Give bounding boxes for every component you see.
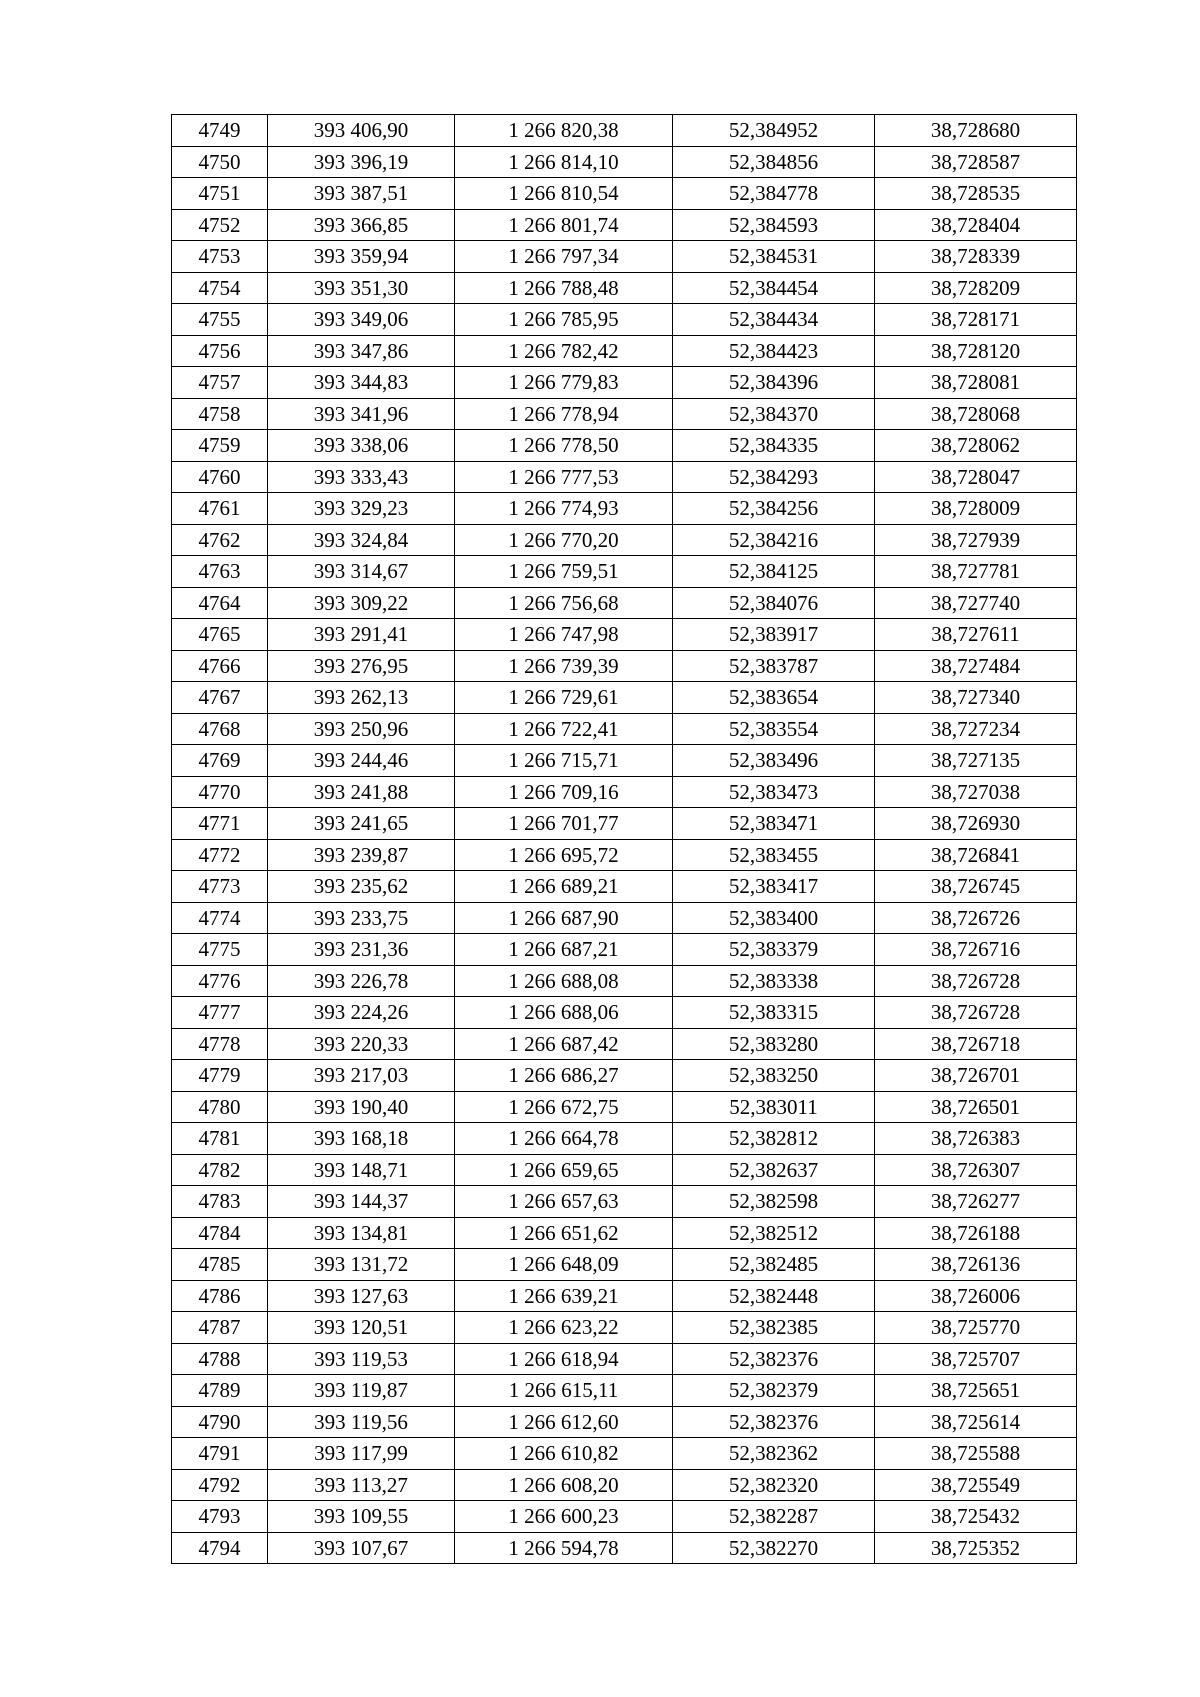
table-row bbox=[172, 398, 1077, 430]
table-row bbox=[172, 272, 1077, 304]
y-coordinate-cell: 1 266 651,62 bbox=[455, 1217, 673, 1249]
x-coordinate-cell: 393 309,22 bbox=[268, 587, 455, 619]
x-coordinate-cell: 393 344,83 bbox=[268, 367, 455, 399]
point-number-cell: 4769 bbox=[172, 745, 268, 777]
latitude-cell: 52,382376 bbox=[673, 1406, 875, 1438]
y-coordinate-cell: 1 266 770,20 bbox=[455, 524, 673, 556]
latitude-cell: 52,382376 bbox=[673, 1343, 875, 1375]
latitude-cell: 52,384856 bbox=[673, 146, 875, 178]
latitude-cell: 52,384423 bbox=[673, 335, 875, 367]
latitude-cell: 52,382812 bbox=[673, 1123, 875, 1155]
longitude-cell: 38,725614 bbox=[875, 1406, 1077, 1438]
y-coordinate-cell: 1 266 801,74 bbox=[455, 209, 673, 241]
table-row bbox=[172, 304, 1077, 336]
y-coordinate-cell: 1 266 778,50 bbox=[455, 430, 673, 462]
longitude-cell: 38,726728 bbox=[875, 997, 1077, 1029]
point-number-cell: 4758 bbox=[172, 398, 268, 430]
x-coordinate-cell: 393 131,72 bbox=[268, 1249, 455, 1281]
table-row bbox=[172, 1154, 1077, 1186]
x-coordinate-cell: 393 120,51 bbox=[268, 1312, 455, 1344]
point-number-cell: 4768 bbox=[172, 713, 268, 745]
latitude-cell: 52,383400 bbox=[673, 902, 875, 934]
x-coordinate-cell: 393 387,51 bbox=[268, 178, 455, 210]
point-number-cell: 4759 bbox=[172, 430, 268, 462]
table-row bbox=[172, 1123, 1077, 1155]
y-coordinate-cell: 1 266 657,63 bbox=[455, 1186, 673, 1218]
point-number-cell: 4793 bbox=[172, 1501, 268, 1533]
y-coordinate-cell: 1 266 747,98 bbox=[455, 619, 673, 651]
table-row bbox=[172, 1343, 1077, 1375]
y-coordinate-cell: 1 266 687,21 bbox=[455, 934, 673, 966]
table-row bbox=[172, 997, 1077, 1029]
longitude-cell: 38,728535 bbox=[875, 178, 1077, 210]
x-coordinate-cell: 393 220,33 bbox=[268, 1028, 455, 1060]
longitude-cell: 38,726701 bbox=[875, 1060, 1077, 1092]
y-coordinate-cell: 1 266 814,10 bbox=[455, 146, 673, 178]
y-coordinate-cell: 1 266 600,23 bbox=[455, 1501, 673, 1533]
latitude-cell: 52,382512 bbox=[673, 1217, 875, 1249]
longitude-cell: 38,726501 bbox=[875, 1091, 1077, 1123]
x-coordinate-cell: 393 338,06 bbox=[268, 430, 455, 462]
longitude-cell: 38,725707 bbox=[875, 1343, 1077, 1375]
longitude-cell: 38,727234 bbox=[875, 713, 1077, 745]
latitude-cell: 52,384593 bbox=[673, 209, 875, 241]
x-coordinate-cell: 393 406,90 bbox=[268, 115, 455, 147]
point-number-cell: 4776 bbox=[172, 965, 268, 997]
point-number-cell: 4764 bbox=[172, 587, 268, 619]
y-coordinate-cell: 1 266 797,34 bbox=[455, 241, 673, 273]
table-row bbox=[172, 493, 1077, 525]
latitude-cell: 52,383417 bbox=[673, 871, 875, 903]
x-coordinate-cell: 393 117,99 bbox=[268, 1438, 455, 1470]
table-row bbox=[172, 839, 1077, 871]
table-row bbox=[172, 650, 1077, 682]
table-row bbox=[172, 1312, 1077, 1344]
y-coordinate-cell: 1 266 785,95 bbox=[455, 304, 673, 336]
x-coordinate-cell: 393 341,96 bbox=[268, 398, 455, 430]
point-number-cell: 4777 bbox=[172, 997, 268, 1029]
table-row bbox=[172, 808, 1077, 840]
table-row bbox=[172, 619, 1077, 651]
x-coordinate-cell: 393 276,95 bbox=[268, 650, 455, 682]
point-number-cell: 4754 bbox=[172, 272, 268, 304]
latitude-cell: 52,382362 bbox=[673, 1438, 875, 1470]
latitude-cell: 52,383315 bbox=[673, 997, 875, 1029]
longitude-cell: 38,728680 bbox=[875, 115, 1077, 147]
y-coordinate-cell: 1 266 610,82 bbox=[455, 1438, 673, 1470]
longitude-cell: 38,725432 bbox=[875, 1501, 1077, 1533]
point-number-cell: 4766 bbox=[172, 650, 268, 682]
y-coordinate-cell: 1 266 688,06 bbox=[455, 997, 673, 1029]
y-coordinate-cell: 1 266 779,83 bbox=[455, 367, 673, 399]
y-coordinate-cell: 1 266 608,20 bbox=[455, 1469, 673, 1501]
table-row bbox=[172, 1217, 1077, 1249]
latitude-cell: 52,382485 bbox=[673, 1249, 875, 1281]
x-coordinate-cell: 393 217,03 bbox=[268, 1060, 455, 1092]
latitude-cell: 52,382385 bbox=[673, 1312, 875, 1344]
y-coordinate-cell: 1 266 774,93 bbox=[455, 493, 673, 525]
point-number-cell: 4761 bbox=[172, 493, 268, 525]
x-coordinate-cell: 393 107,67 bbox=[268, 1532, 455, 1564]
point-number-cell: 4774 bbox=[172, 902, 268, 934]
point-number-cell: 4790 bbox=[172, 1406, 268, 1438]
table-row bbox=[172, 1375, 1077, 1407]
table-row bbox=[172, 367, 1077, 399]
table-row bbox=[172, 1501, 1077, 1533]
table-row bbox=[172, 965, 1077, 997]
latitude-cell: 52,383250 bbox=[673, 1060, 875, 1092]
table-row bbox=[172, 1438, 1077, 1470]
longitude-cell: 38,727781 bbox=[875, 556, 1077, 588]
longitude-cell: 38,727038 bbox=[875, 776, 1077, 808]
table-row bbox=[172, 178, 1077, 210]
latitude-cell: 52,384531 bbox=[673, 241, 875, 273]
y-coordinate-cell: 1 266 687,90 bbox=[455, 902, 673, 934]
x-coordinate-cell: 393 127,63 bbox=[268, 1280, 455, 1312]
latitude-cell: 52,383338 bbox=[673, 965, 875, 997]
x-coordinate-cell: 393 168,18 bbox=[268, 1123, 455, 1155]
y-coordinate-cell: 1 266 820,38 bbox=[455, 115, 673, 147]
point-number-cell: 4760 bbox=[172, 461, 268, 493]
longitude-cell: 38,725352 bbox=[875, 1532, 1077, 1564]
x-coordinate-cell: 393 244,46 bbox=[268, 745, 455, 777]
latitude-cell: 52,384952 bbox=[673, 115, 875, 147]
x-coordinate-cell: 393 291,41 bbox=[268, 619, 455, 651]
table-row bbox=[172, 1186, 1077, 1218]
latitude-cell: 52,384396 bbox=[673, 367, 875, 399]
table-row bbox=[172, 335, 1077, 367]
latitude-cell: 52,383455 bbox=[673, 839, 875, 871]
latitude-cell: 52,383496 bbox=[673, 745, 875, 777]
point-number-cell: 4750 bbox=[172, 146, 268, 178]
latitude-cell: 52,383654 bbox=[673, 682, 875, 714]
table-row bbox=[172, 682, 1077, 714]
y-coordinate-cell: 1 266 695,72 bbox=[455, 839, 673, 871]
table-row bbox=[172, 1280, 1077, 1312]
point-number-cell: 4786 bbox=[172, 1280, 268, 1312]
x-coordinate-cell: 393 347,86 bbox=[268, 335, 455, 367]
longitude-cell: 38,728068 bbox=[875, 398, 1077, 430]
latitude-cell: 52,383554 bbox=[673, 713, 875, 745]
x-coordinate-cell: 393 324,84 bbox=[268, 524, 455, 556]
x-coordinate-cell: 393 109,55 bbox=[268, 1501, 455, 1533]
point-number-cell: 4771 bbox=[172, 808, 268, 840]
latitude-cell: 52,384216 bbox=[673, 524, 875, 556]
coordinates-table bbox=[171, 114, 1077, 1564]
x-coordinate-cell: 393 333,43 bbox=[268, 461, 455, 493]
longitude-cell: 38,728209 bbox=[875, 272, 1077, 304]
y-coordinate-cell: 1 266 788,48 bbox=[455, 272, 673, 304]
x-coordinate-cell: 393 351,30 bbox=[268, 272, 455, 304]
longitude-cell: 38,726930 bbox=[875, 808, 1077, 840]
x-coordinate-cell: 393 262,13 bbox=[268, 682, 455, 714]
longitude-cell: 38,726307 bbox=[875, 1154, 1077, 1186]
point-number-cell: 4753 bbox=[172, 241, 268, 273]
point-number-cell: 4773 bbox=[172, 871, 268, 903]
point-number-cell: 4791 bbox=[172, 1438, 268, 1470]
y-coordinate-cell: 1 266 810,54 bbox=[455, 178, 673, 210]
y-coordinate-cell: 1 266 715,71 bbox=[455, 745, 673, 777]
table-row bbox=[172, 524, 1077, 556]
y-coordinate-cell: 1 266 778,94 bbox=[455, 398, 673, 430]
latitude-cell: 52,382379 bbox=[673, 1375, 875, 1407]
table-row bbox=[172, 934, 1077, 966]
y-coordinate-cell: 1 266 782,42 bbox=[455, 335, 673, 367]
y-coordinate-cell: 1 266 664,78 bbox=[455, 1123, 673, 1155]
longitude-cell: 38,728047 bbox=[875, 461, 1077, 493]
latitude-cell: 52,384370 bbox=[673, 398, 875, 430]
longitude-cell: 38,727939 bbox=[875, 524, 1077, 556]
y-coordinate-cell: 1 266 777,53 bbox=[455, 461, 673, 493]
point-number-cell: 4770 bbox=[172, 776, 268, 808]
x-coordinate-cell: 393 239,87 bbox=[268, 839, 455, 871]
y-coordinate-cell: 1 266 688,08 bbox=[455, 965, 673, 997]
point-number-cell: 4763 bbox=[172, 556, 268, 588]
y-coordinate-cell: 1 266 709,16 bbox=[455, 776, 673, 808]
x-coordinate-cell: 393 119,87 bbox=[268, 1375, 455, 1407]
table-row bbox=[172, 115, 1077, 147]
table-row bbox=[172, 1028, 1077, 1060]
latitude-cell: 52,383011 bbox=[673, 1091, 875, 1123]
point-number-cell: 4751 bbox=[172, 178, 268, 210]
x-coordinate-cell: 393 119,56 bbox=[268, 1406, 455, 1438]
x-coordinate-cell: 393 349,06 bbox=[268, 304, 455, 336]
x-coordinate-cell: 393 148,71 bbox=[268, 1154, 455, 1186]
table-row bbox=[172, 776, 1077, 808]
latitude-cell: 52,383471 bbox=[673, 808, 875, 840]
point-number-cell: 4762 bbox=[172, 524, 268, 556]
x-coordinate-cell: 393 190,40 bbox=[268, 1091, 455, 1123]
point-number-cell: 4752 bbox=[172, 209, 268, 241]
longitude-cell: 38,726728 bbox=[875, 965, 1077, 997]
point-number-cell: 4756 bbox=[172, 335, 268, 367]
y-coordinate-cell: 1 266 701,77 bbox=[455, 808, 673, 840]
x-coordinate-cell: 393 144,37 bbox=[268, 1186, 455, 1218]
coordinates-table-body bbox=[172, 115, 1077, 1564]
latitude-cell: 52,383379 bbox=[673, 934, 875, 966]
y-coordinate-cell: 1 266 639,21 bbox=[455, 1280, 673, 1312]
table-row bbox=[172, 1532, 1077, 1564]
latitude-cell: 52,384335 bbox=[673, 430, 875, 462]
x-coordinate-cell: 393 314,67 bbox=[268, 556, 455, 588]
longitude-cell: 38,726136 bbox=[875, 1249, 1077, 1281]
point-number-cell: 4788 bbox=[172, 1343, 268, 1375]
y-coordinate-cell: 1 266 594,78 bbox=[455, 1532, 673, 1564]
table-row bbox=[172, 902, 1077, 934]
point-number-cell: 4784 bbox=[172, 1217, 268, 1249]
latitude-cell: 52,382270 bbox=[673, 1532, 875, 1564]
x-coordinate-cell: 393 134,81 bbox=[268, 1217, 455, 1249]
y-coordinate-cell: 1 266 686,27 bbox=[455, 1060, 673, 1092]
longitude-cell: 38,727740 bbox=[875, 587, 1077, 619]
longitude-cell: 38,726716 bbox=[875, 934, 1077, 966]
latitude-cell: 52,382598 bbox=[673, 1186, 875, 1218]
longitude-cell: 38,728404 bbox=[875, 209, 1077, 241]
x-coordinate-cell: 393 119,53 bbox=[268, 1343, 455, 1375]
table-row bbox=[172, 146, 1077, 178]
table-row bbox=[172, 209, 1077, 241]
point-number-cell: 4755 bbox=[172, 304, 268, 336]
longitude-cell: 38,727135 bbox=[875, 745, 1077, 777]
x-coordinate-cell: 393 235,62 bbox=[268, 871, 455, 903]
y-coordinate-cell: 1 266 722,41 bbox=[455, 713, 673, 745]
x-coordinate-cell: 393 366,85 bbox=[268, 209, 455, 241]
y-coordinate-cell: 1 266 615,11 bbox=[455, 1375, 673, 1407]
table-row bbox=[172, 713, 1077, 745]
x-coordinate-cell: 393 359,94 bbox=[268, 241, 455, 273]
x-coordinate-cell: 393 250,96 bbox=[268, 713, 455, 745]
latitude-cell: 52,382287 bbox=[673, 1501, 875, 1533]
latitude-cell: 52,383473 bbox=[673, 776, 875, 808]
point-number-cell: 4757 bbox=[172, 367, 268, 399]
y-coordinate-cell: 1 266 659,65 bbox=[455, 1154, 673, 1186]
longitude-cell: 38,727340 bbox=[875, 682, 1077, 714]
table-row bbox=[172, 1060, 1077, 1092]
latitude-cell: 52,383787 bbox=[673, 650, 875, 682]
latitude-cell: 52,384256 bbox=[673, 493, 875, 525]
x-coordinate-cell: 393 231,36 bbox=[268, 934, 455, 966]
x-coordinate-cell: 393 241,65 bbox=[268, 808, 455, 840]
longitude-cell: 38,728339 bbox=[875, 241, 1077, 273]
table-row bbox=[172, 461, 1077, 493]
longitude-cell: 38,728171 bbox=[875, 304, 1077, 336]
point-number-cell: 4789 bbox=[172, 1375, 268, 1407]
longitude-cell: 38,726006 bbox=[875, 1280, 1077, 1312]
longitude-cell: 38,725549 bbox=[875, 1469, 1077, 1501]
table-row bbox=[172, 745, 1077, 777]
x-coordinate-cell: 393 329,23 bbox=[268, 493, 455, 525]
longitude-cell: 38,725588 bbox=[875, 1438, 1077, 1470]
table-row bbox=[172, 871, 1077, 903]
point-number-cell: 4780 bbox=[172, 1091, 268, 1123]
x-coordinate-cell: 393 113,27 bbox=[268, 1469, 455, 1501]
latitude-cell: 52,383917 bbox=[673, 619, 875, 651]
table-row bbox=[172, 556, 1077, 588]
latitude-cell: 52,382320 bbox=[673, 1469, 875, 1501]
longitude-cell: 38,726841 bbox=[875, 839, 1077, 871]
latitude-cell: 52,384076 bbox=[673, 587, 875, 619]
y-coordinate-cell: 1 266 612,60 bbox=[455, 1406, 673, 1438]
x-coordinate-cell: 393 396,19 bbox=[268, 146, 455, 178]
longitude-cell: 38,726745 bbox=[875, 871, 1077, 903]
table-row bbox=[172, 1469, 1077, 1501]
y-coordinate-cell: 1 266 687,42 bbox=[455, 1028, 673, 1060]
point-number-cell: 4782 bbox=[172, 1154, 268, 1186]
point-number-cell: 4749 bbox=[172, 115, 268, 147]
longitude-cell: 38,726726 bbox=[875, 902, 1077, 934]
latitude-cell: 52,384778 bbox=[673, 178, 875, 210]
longitude-cell: 38,728587 bbox=[875, 146, 1077, 178]
longitude-cell: 38,728062 bbox=[875, 430, 1077, 462]
y-coordinate-cell: 1 266 672,75 bbox=[455, 1091, 673, 1123]
y-coordinate-cell: 1 266 648,09 bbox=[455, 1249, 673, 1281]
latitude-cell: 52,384293 bbox=[673, 461, 875, 493]
point-number-cell: 4765 bbox=[172, 619, 268, 651]
point-number-cell: 4783 bbox=[172, 1186, 268, 1218]
point-number-cell: 4775 bbox=[172, 934, 268, 966]
table-row bbox=[172, 430, 1077, 462]
y-coordinate-cell: 1 266 759,51 bbox=[455, 556, 673, 588]
point-number-cell: 4794 bbox=[172, 1532, 268, 1564]
latitude-cell: 52,383280 bbox=[673, 1028, 875, 1060]
longitude-cell: 38,728120 bbox=[875, 335, 1077, 367]
longitude-cell: 38,726188 bbox=[875, 1217, 1077, 1249]
y-coordinate-cell: 1 266 689,21 bbox=[455, 871, 673, 903]
latitude-cell: 52,382637 bbox=[673, 1154, 875, 1186]
x-coordinate-cell: 393 226,78 bbox=[268, 965, 455, 997]
latitude-cell: 52,384125 bbox=[673, 556, 875, 588]
point-number-cell: 4779 bbox=[172, 1060, 268, 1092]
y-coordinate-cell: 1 266 739,39 bbox=[455, 650, 673, 682]
point-number-cell: 4767 bbox=[172, 682, 268, 714]
longitude-cell: 38,726383 bbox=[875, 1123, 1077, 1155]
latitude-cell: 52,382448 bbox=[673, 1280, 875, 1312]
table-row bbox=[172, 587, 1077, 619]
longitude-cell: 38,727611 bbox=[875, 619, 1077, 651]
table-row bbox=[172, 241, 1077, 273]
point-number-cell: 4785 bbox=[172, 1249, 268, 1281]
point-number-cell: 4781 bbox=[172, 1123, 268, 1155]
longitude-cell: 38,728009 bbox=[875, 493, 1077, 525]
point-number-cell: 4792 bbox=[172, 1469, 268, 1501]
table-row bbox=[172, 1249, 1077, 1281]
y-coordinate-cell: 1 266 618,94 bbox=[455, 1343, 673, 1375]
y-coordinate-cell: 1 266 729,61 bbox=[455, 682, 673, 714]
longitude-cell: 38,727484 bbox=[875, 650, 1077, 682]
x-coordinate-cell: 393 241,88 bbox=[268, 776, 455, 808]
longitude-cell: 38,725770 bbox=[875, 1312, 1077, 1344]
y-coordinate-cell: 1 266 756,68 bbox=[455, 587, 673, 619]
table-row bbox=[172, 1091, 1077, 1123]
x-coordinate-cell: 393 224,26 bbox=[268, 997, 455, 1029]
x-coordinate-cell: 393 233,75 bbox=[268, 902, 455, 934]
point-number-cell: 4778 bbox=[172, 1028, 268, 1060]
longitude-cell: 38,725651 bbox=[875, 1375, 1077, 1407]
y-coordinate-cell: 1 266 623,22 bbox=[455, 1312, 673, 1344]
longitude-cell: 38,726718 bbox=[875, 1028, 1077, 1060]
latitude-cell: 52,384434 bbox=[673, 304, 875, 336]
longitude-cell: 38,728081 bbox=[875, 367, 1077, 399]
latitude-cell: 52,384454 bbox=[673, 272, 875, 304]
point-number-cell: 4772 bbox=[172, 839, 268, 871]
point-number-cell: 4787 bbox=[172, 1312, 268, 1344]
longitude-cell: 38,726277 bbox=[875, 1186, 1077, 1218]
table-row bbox=[172, 1406, 1077, 1438]
